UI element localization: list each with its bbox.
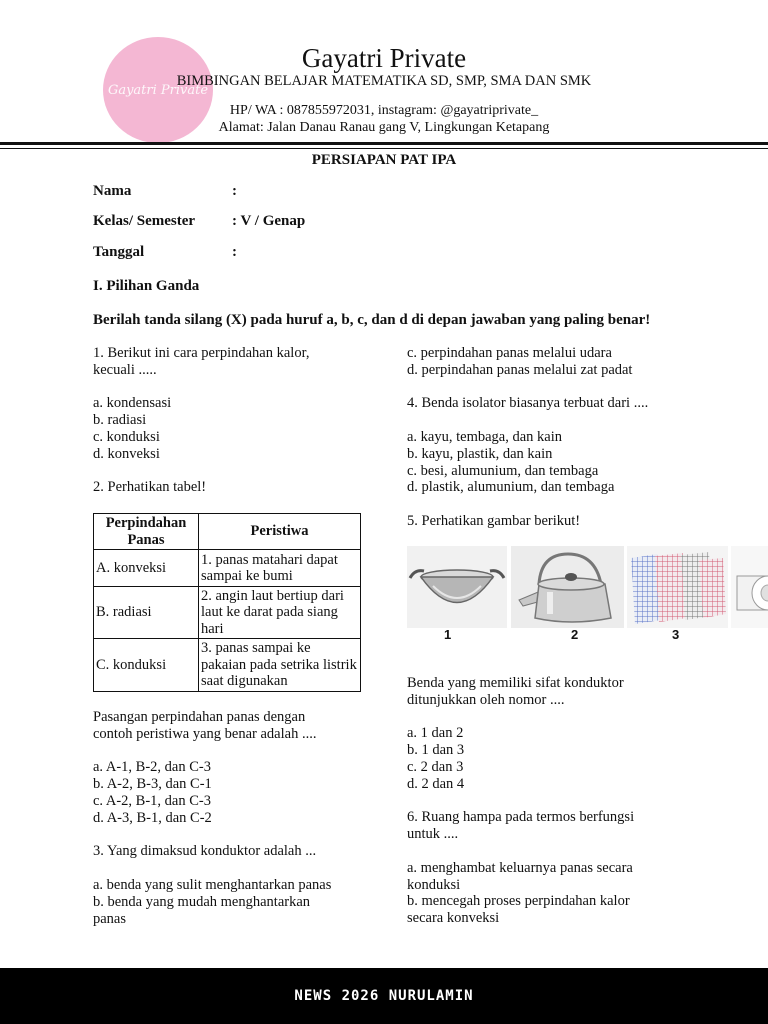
- question-line: 2. Perhatikan tabel!: [93, 479, 207, 496]
- right-column-bottom: [407, 675, 707, 927]
- table-cell: A. konveksi: [94, 550, 199, 587]
- left-column-top: [93, 345, 383, 496]
- table-cell: 2. angin laut bertiup dari laut ke darat pada siang hari: [199, 587, 361, 639]
- answer-option: a. benda yang sulit menghantarkan panas: [93, 876, 332, 893]
- answer-option: b. kayu, plastik, dan kain: [407, 445, 553, 462]
- answer-option: b. benda yang mudah menghantarkan: [93, 893, 311, 910]
- field-value-tanggal: :: [232, 244, 237, 260]
- figure-number: 2: [571, 627, 579, 642]
- kettle-image: [511, 546, 624, 628]
- answer-option: a. kayu, tembaga, dan kain: [407, 428, 563, 445]
- question-line: kecuali .....: [93, 361, 157, 378]
- field-label-kelas: Kelas/ Semester: [93, 213, 196, 229]
- figure-number: 3: [672, 627, 680, 642]
- header-divider-thick: [0, 142, 768, 145]
- answer-option: b. 1 dan 3: [407, 742, 465, 759]
- table-header: Peristiwa: [199, 514, 361, 550]
- table-row: [94, 587, 361, 639]
- footer-banner: [0, 968, 768, 1024]
- answer-option: c. 2 dan 3: [407, 758, 464, 775]
- answer-option: d. perpindahan panas melalui zat padat: [407, 361, 633, 378]
- field-value-kelas: : V / Genap: [232, 213, 306, 229]
- table-cell: 1. panas matahari dapat sampai ke bumi: [199, 550, 361, 587]
- question-line: Pasangan perpindahan panas dengan: [93, 709, 306, 725]
- field-label-nama: Nama: [93, 183, 132, 199]
- towels-image: [627, 546, 728, 628]
- contact-line: HP/ WA : 087855972031, instagram: @gayatriprivate_: [229, 103, 539, 118]
- question-line: 3. Yang dimaksud konduktor adalah ...: [93, 843, 317, 860]
- answer-option: panas: [93, 910, 127, 927]
- answer-option: secara konveksi: [407, 910, 500, 927]
- table-row: [94, 550, 361, 587]
- header-divider-thin: [0, 148, 768, 149]
- answer-option: c. besi, alumunium, dan tembaga: [407, 462, 599, 479]
- logo-text: Gayatri Private: [107, 82, 209, 98]
- section-title: I. Pilihan Ganda: [93, 278, 200, 294]
- answer-option: a. kondensasi: [93, 395, 172, 412]
- question-line: 1. Berikut ini cara perpindahan kalor,: [93, 345, 310, 361]
- field-label-tanggal: Tanggal: [93, 244, 145, 260]
- question-line: Benda yang memiliki sifat konduktor: [407, 675, 624, 691]
- table-cell: B. radiasi: [94, 587, 199, 639]
- question-line: 6. Ruang hampa pada termos berfungsi: [407, 809, 635, 826]
- answer-option: d. plastik, alumunium, dan tembaga: [407, 479, 615, 496]
- answer-option: a. menghambat keluarnya panas secara: [407, 859, 633, 876]
- tape-roll-image: [731, 546, 768, 628]
- wok-image: [407, 546, 507, 628]
- table-cell: C. konduksi: [94, 639, 199, 692]
- answer-option: konduksi: [407, 876, 461, 893]
- brand-title: Gayatri Private: [301, 43, 467, 73]
- question-line: 4. Benda isolator biasanya terbuat dari ....: [407, 395, 649, 412]
- brand-subtitle: BIMBINGAN BELAJAR MATEMATIKA SD, SMP, SMA DAN SMK: [176, 73, 592, 89]
- field-value-nama: :: [232, 183, 237, 199]
- figure-number: 1: [444, 627, 452, 642]
- answer-option: c. perpindahan panas melalui udara: [407, 345, 612, 361]
- question-line: untuk ....: [407, 826, 459, 843]
- footer-text: NEWS 2026 NURULAMIN: [294, 988, 474, 1004]
- table-cell: 3. panas sampai ke pakaian pada setrika listrik saat digunakan: [199, 639, 361, 692]
- question-line: contoh peristiwa yang benar adalah ....: [93, 725, 317, 742]
- answer-option: a. A-1, B-2, dan C-3: [93, 759, 211, 776]
- answer-option: a. 1 dan 2: [407, 725, 464, 742]
- heat-transfer-table: [93, 513, 361, 692]
- instruction-text: Berilah tanda silang (X) pada huruf a, b, c, dan d di depan jawaban yang paling benar!: [93, 312, 651, 328]
- answer-option: c. konduksi: [93, 428, 160, 445]
- table-header: Perpindahan Panas: [94, 514, 199, 550]
- answer-option: b. radiasi: [93, 412, 147, 429]
- address-line: Alamat: Jalan Danau Ranau gang V, Lingkungan Ketapang: [218, 120, 550, 135]
- left-column-bottom: [93, 709, 383, 927]
- answer-option: d. A-3, B-1, dan C-2: [93, 809, 212, 826]
- answer-option: b. A-2, B-3, dan C-1: [93, 776, 212, 793]
- question-line: ditunjukkan oleh nomor ....: [407, 691, 565, 708]
- answer-option: d. 2 dan 4: [407, 775, 465, 792]
- answer-option: b. mencegah proses perpindahan kalor: [407, 893, 630, 910]
- answer-option: d. konveksi: [93, 445, 160, 462]
- right-column-top: [407, 345, 707, 530]
- table-row: [94, 639, 361, 692]
- document-title: PERSIAPAN PAT IPA: [311, 152, 457, 168]
- question-line: 5. Perhatikan gambar berikut!: [407, 512, 581, 529]
- answer-option: c. A-2, B-1, dan C-3: [93, 792, 211, 809]
